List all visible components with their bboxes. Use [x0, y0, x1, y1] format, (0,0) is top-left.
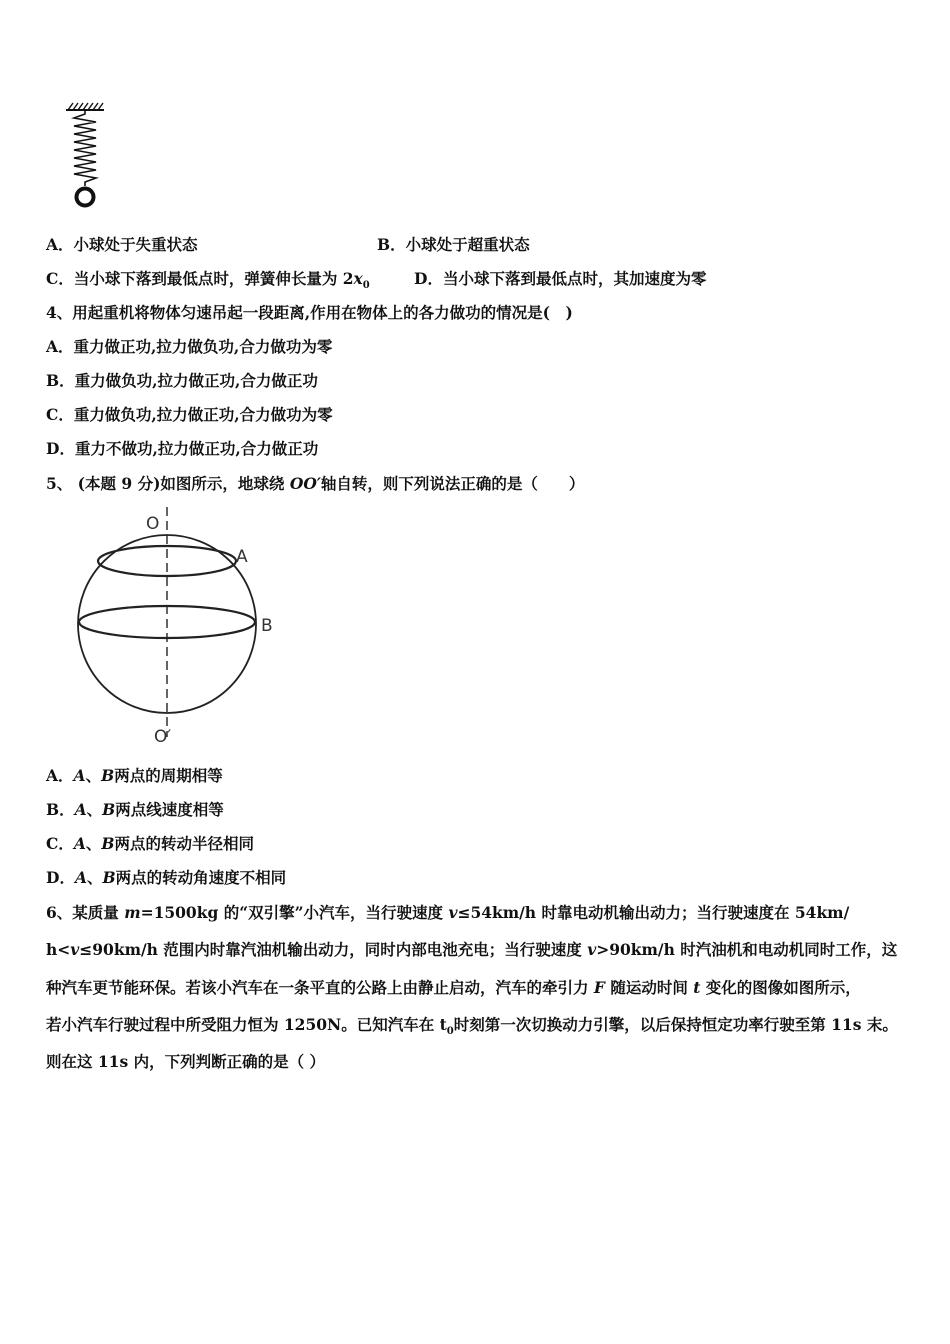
q3-option-d[interactable]: D．当小球下落到最低点时，其加速度为零 — [414, 269, 707, 288]
spring-ball-figure — [60, 100, 120, 210]
q4-option-d[interactable]: D．重力不做功,拉力做正功,合力做正功 — [46, 439, 319, 458]
q6-line-1: 6、某质量 m=1500kg 的“双引擎”小汽车，当行驶速度 v≤54km/h 时靠电动机输出动力；当行驶速度在 54km/ — [46, 903, 850, 922]
label-b: B — [261, 616, 273, 636]
q6-line-2: h<v≤90km/h 范围内时靠汽油机输出动力，同时内部电池充电；当行驶速度 v>90km/h 时汽油机和电动机同时工作，这 — [46, 940, 898, 959]
label-o-bottom: O′ — [154, 727, 172, 747]
q4-option-b[interactable]: B．重力做负功,拉力做正功,合力做正功 — [46, 371, 318, 390]
label-o-top: O — [146, 514, 160, 534]
q5-option-a[interactable]: A．A、B两点的周期相等 — [46, 766, 223, 785]
q3-option-a[interactable]: A．小球处于失重状态 — [46, 235, 198, 254]
q3-option-b[interactable]: B．小球处于超重状态 — [377, 235, 530, 254]
ball — [77, 189, 94, 206]
q5-option-c[interactable]: C．A、B两点的转动半径相同 — [46, 834, 255, 853]
q3-option-c[interactable]: C．当小球下落到最低点时，弹簧伸长量为 $2x_0$ — [46, 269, 370, 292]
q4-option-c[interactable]: C．重力做负功,拉力做正功,合力做功为零 — [46, 405, 333, 424]
q5-stem: 5、 (本题 9 分)如图所示，地球绕 OO′轴自转，则下列说法正确的是（ ） — [46, 474, 585, 493]
q4-stem: 4、用起重机将物体匀速吊起一段距离,作用在物体上的各力做功的情况是( ) — [46, 303, 573, 322]
q6-line-5: 则在这 11s 内，下列判断正确的是（ ） — [46, 1052, 325, 1071]
q6-line-4: 若小汽车行驶过程中所受阻力恒为 1250N。已知汽车在 $t_0$时刻第一次切换动力引擎，以后保持恒定功率行驶至第 11s 末。 — [46, 1015, 898, 1038]
q4-option-a[interactable]: A．重力做正功,拉力做负功,合力做功为零 — [46, 337, 333, 356]
q5-option-b[interactable]: B．A、B两点线速度相等 — [46, 800, 224, 819]
q5-option-d[interactable]: D．A、B两点的转动角速度不相同 — [46, 868, 287, 887]
label-a: A — [236, 547, 248, 567]
earth-rotation-figure — [70, 505, 290, 750]
q6-line-3: 种汽车更节能环保。若该小汽车在一条平直的公路上由静止启动，汽车的牵引力 F 随运动时间 t 变化的图像如图所示， — [46, 978, 861, 997]
